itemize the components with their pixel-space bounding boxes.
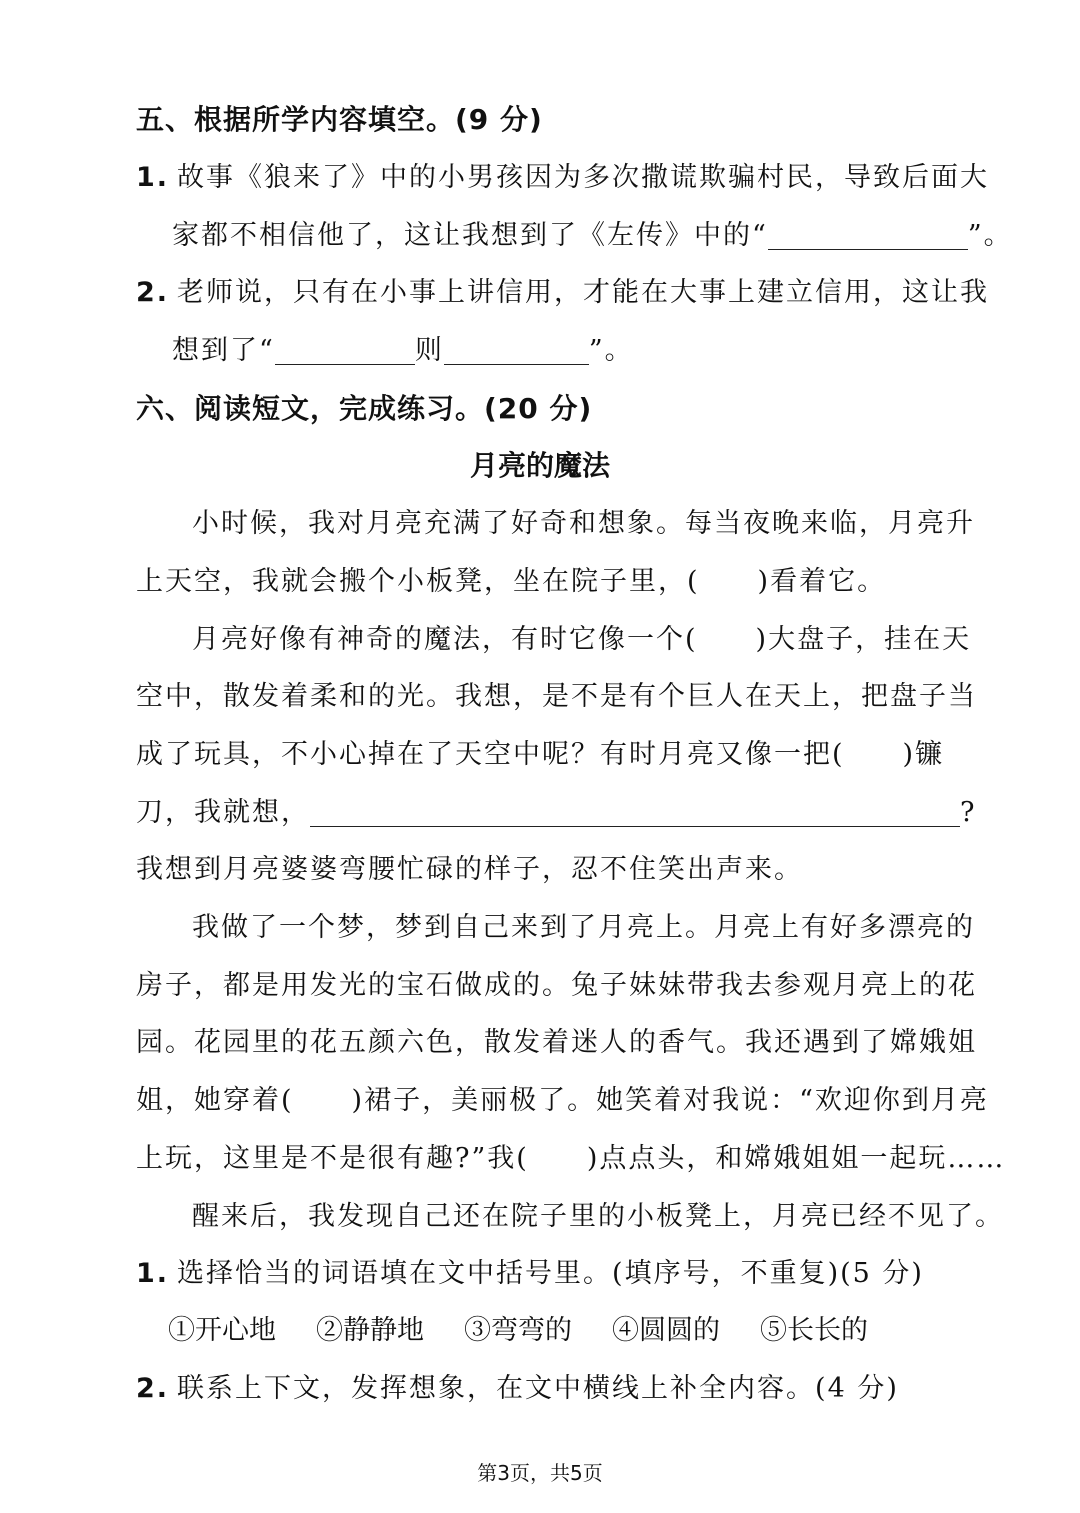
s5-q1-number: 1. xyxy=(136,162,170,193)
section6-heading: 六、阅读短文，完成练习。(20 分) xyxy=(136,392,593,425)
p3-line4-b: )裙子，美丽极了。她笑着对我说：“欢迎你到月亮 xyxy=(351,1085,989,1116)
s6-q1-text: 选择恰当的词语填在文中括号里。(填序号，不重复)(5 分) xyxy=(177,1258,924,1289)
p2-line3 xyxy=(136,735,944,775)
option-4: ④圆圆的 xyxy=(612,1315,720,1346)
s5-q2-line2 xyxy=(172,331,634,371)
s5-q2-blank1[interactable] xyxy=(275,334,415,365)
s6-q1 xyxy=(136,1254,924,1294)
p2-line1-a: 月亮好像有神奇的魔法，有时它像一个( xyxy=(192,624,698,655)
option-2: ②静静地 xyxy=(316,1315,424,1346)
s5-q2-mid: 则 xyxy=(414,335,444,366)
s5-q1-close: ”。 xyxy=(967,220,1013,251)
p3-line2: 房子，都是用发光的宝石做成的。兔子妹妹带我去参观月亮上的花 xyxy=(136,970,977,1001)
s5-q2-line1 xyxy=(136,273,989,313)
s5-q2-blank2[interactable] xyxy=(444,334,589,365)
page-footer: 第3页，共5页 xyxy=(477,1461,603,1485)
s5-q1-line1 xyxy=(136,158,989,198)
p2-line3-a: 成了玩具，不小心掉在了天空中呢？有时月亮又像一把( xyxy=(136,739,845,770)
word-options xyxy=(168,1311,908,1351)
s6-q2-number: 2. xyxy=(136,1373,170,1404)
p1-line1: 小时候，我对月亮充满了好奇和想象。每当夜晚来临，月亮升 xyxy=(192,508,975,539)
p1-line2 xyxy=(136,562,886,602)
option-1: ①开心地 xyxy=(168,1315,276,1346)
p3-line1: 我做了一个梦，梦到自己来到了月亮上。月亮上有好多漂亮的 xyxy=(192,912,975,943)
p2-fill-line[interactable] xyxy=(310,796,960,827)
s5-q2-text: 老师说，只有在小事上讲信用，才能在大事上建立信用，这让我 xyxy=(177,277,990,308)
p3-line3: 园。花园里的花五颜六色，散发着迷人的香气。我还遇到了嫦娥姐 xyxy=(136,1027,977,1058)
option-5: ⑤长长的 xyxy=(760,1315,868,1346)
p2-line4-b: ? xyxy=(960,797,977,828)
p2-line4-a: 刀，我就想， xyxy=(136,797,310,828)
s5-q1-blank[interactable] xyxy=(768,219,968,250)
s5-q2-number: 2. xyxy=(136,277,170,308)
s5-q1-text: 故事《狼来了》中的小男孩因为多次撒谎欺骗村民，导致后面大 xyxy=(177,162,990,193)
p3-line5-b: )点点头，和嫦娥姐姐一起玩…… xyxy=(586,1143,1006,1174)
s5-q2-text2: 想到了“ xyxy=(172,335,275,366)
option-3: ③弯弯的 xyxy=(464,1315,572,1346)
p2-line4 xyxy=(136,793,976,833)
p3-line5 xyxy=(136,1139,1005,1179)
p3-line4-a: 姐，她穿着( xyxy=(136,1085,294,1116)
s6-q1-number: 1. xyxy=(136,1258,170,1289)
p2-line2: 空中，散发着柔和的光。我想，是不是有个巨人在天上，把盘子当 xyxy=(136,681,977,712)
p1-line2-b: )看着它。 xyxy=(757,566,887,597)
p2-line5: 我想到月亮婆婆弯腰忙碌的样子，忍不住笑出声来。 xyxy=(136,854,803,885)
p1-line2-a: 上天空，我就会搬个小板凳，坐在院子里，( xyxy=(136,566,700,597)
p3-line4 xyxy=(136,1081,989,1121)
p3-line5-a: 上玩，这里是不是很有趣?”我( xyxy=(136,1143,529,1174)
p2-line1 xyxy=(192,620,971,660)
passage-title: 月亮的魔法 xyxy=(469,449,610,482)
p2-line3-b: )镰 xyxy=(902,739,945,770)
s6-q2 xyxy=(136,1369,899,1409)
s5-q2-close: ”。 xyxy=(588,335,634,366)
p2-line1-b: )大盘子，挂在天 xyxy=(755,624,972,655)
s5-q1-text2: 家都不相信他了，这让我想到了《左传》中的“ xyxy=(172,220,768,251)
p4-line: 醒来后，我发现自己还在院子里的小板凳上，月亮已经不见了。 xyxy=(192,1201,1004,1232)
s6-q2-text: 联系上下文，发挥想象，在文中横线上补全内容。(4 分) xyxy=(177,1373,899,1404)
section5-heading: 五、根据所学内容填空。(9 分) xyxy=(136,103,543,136)
s5-q1-line2 xyxy=(172,216,1013,256)
